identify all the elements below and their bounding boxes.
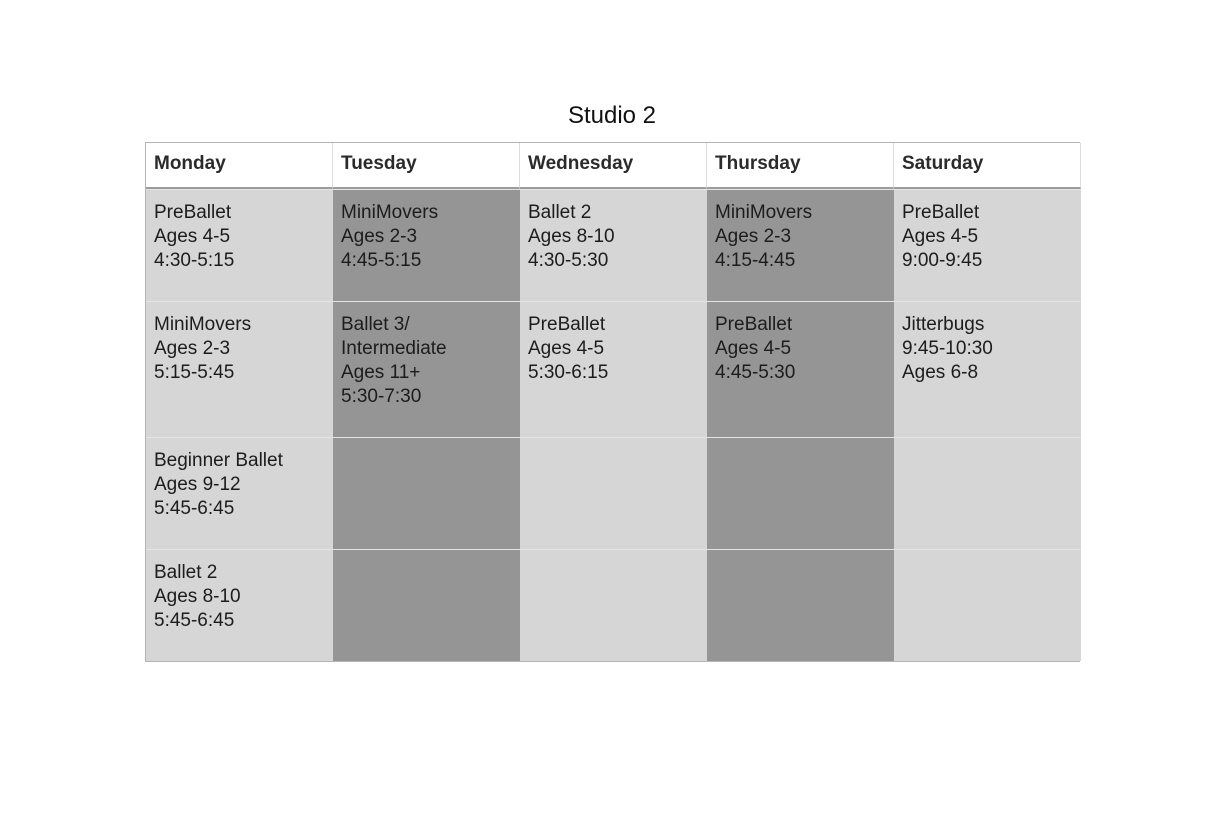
class-info-line: Ages 4-5 [715, 338, 792, 359]
page-title: Studio 2 [567, 102, 657, 129]
schedule-cell [707, 549, 894, 661]
class-info-line: 4:45-5:30 [715, 362, 796, 383]
class-info-line: Ages 6-8 [902, 362, 979, 383]
schedule-cell [707, 189, 894, 301]
class-info-line: Beginner Ballet [154, 450, 283, 471]
class-info-line: PreBallet [154, 202, 232, 223]
schedule-cell [520, 189, 707, 301]
schedule-cell [333, 301, 520, 437]
class-info-line: Ages 4-5 [902, 226, 979, 247]
class-info-line: Ages 4-5 [154, 226, 231, 247]
class-info-line: MiniMovers [715, 202, 813, 223]
class-info-line: Ballet 2 [528, 202, 592, 223]
column-header-wednesday: Wednesday [520, 143, 707, 189]
schedule-table [145, 142, 1080, 662]
schedule-cell [333, 549, 520, 661]
class-info-line: Ages 9-12 [154, 474, 241, 495]
class-info-line: 5:45-6:45 [154, 610, 235, 631]
class-info-line: PreBallet [715, 314, 793, 335]
column-header-tuesday: Tuesday [333, 143, 520, 189]
class-info-line: 4:45-5:15 [341, 250, 422, 271]
class-info-line: Ages 4-5 [528, 338, 605, 359]
schedule-cell [707, 301, 894, 437]
class-info-line: PreBallet [528, 314, 606, 335]
class-info-line: Intermediate [341, 338, 447, 359]
column-header-saturday: Saturday [894, 143, 1081, 189]
class-info-line: Ages 2-3 [341, 226, 418, 247]
schedule-cell [520, 549, 707, 661]
class-info-line: 5:30-6:15 [528, 362, 609, 383]
class-info-line: Ages 2-3 [154, 338, 231, 359]
schedule-cell [894, 549, 1081, 661]
schedule-cell [146, 301, 333, 437]
class-info-line: Jitterbugs [902, 314, 985, 335]
class-info-line: 9:00-9:45 [902, 250, 983, 271]
schedule-cell [146, 549, 333, 661]
schedule-cell [894, 189, 1081, 301]
schedule-cell [894, 437, 1081, 549]
class-info-line: 4:30-5:30 [528, 250, 609, 271]
class-info-line: Ages 8-10 [528, 226, 615, 247]
class-info-line: 5:15-5:45 [154, 362, 235, 383]
schedule-cell [520, 301, 707, 437]
class-info-line: 4:15-4:45 [715, 250, 796, 271]
class-info-line: 5:30-7:30 [341, 386, 422, 407]
class-info-line: Ballet 3/ [341, 314, 410, 335]
class-info-line: PreBallet [902, 202, 980, 223]
column-header-monday: Monday [146, 143, 333, 189]
class-info-line: Ages 8-10 [154, 586, 241, 607]
class-info-line: MiniMovers [154, 314, 252, 335]
schedule-cell [146, 437, 333, 549]
schedule-cell [146, 189, 333, 301]
class-info-line: Ages 2-3 [715, 226, 792, 247]
schedule-cell [333, 189, 520, 301]
class-info-line: 5:45-6:45 [154, 498, 235, 519]
class-info-line: Ballet 2 [154, 562, 218, 583]
schedule-cell [894, 301, 1081, 437]
class-info-line: Ages 11+ [341, 362, 421, 383]
schedule-cell [707, 437, 894, 549]
class-info-line: 4:30-5:15 [154, 250, 235, 271]
schedule-cell [333, 437, 520, 549]
schedule-cell [520, 437, 707, 549]
class-info-line: MiniMovers [341, 202, 439, 223]
column-header-thursday: Thursday [707, 143, 894, 189]
class-info-line: 9:45-10:30 [902, 338, 993, 359]
